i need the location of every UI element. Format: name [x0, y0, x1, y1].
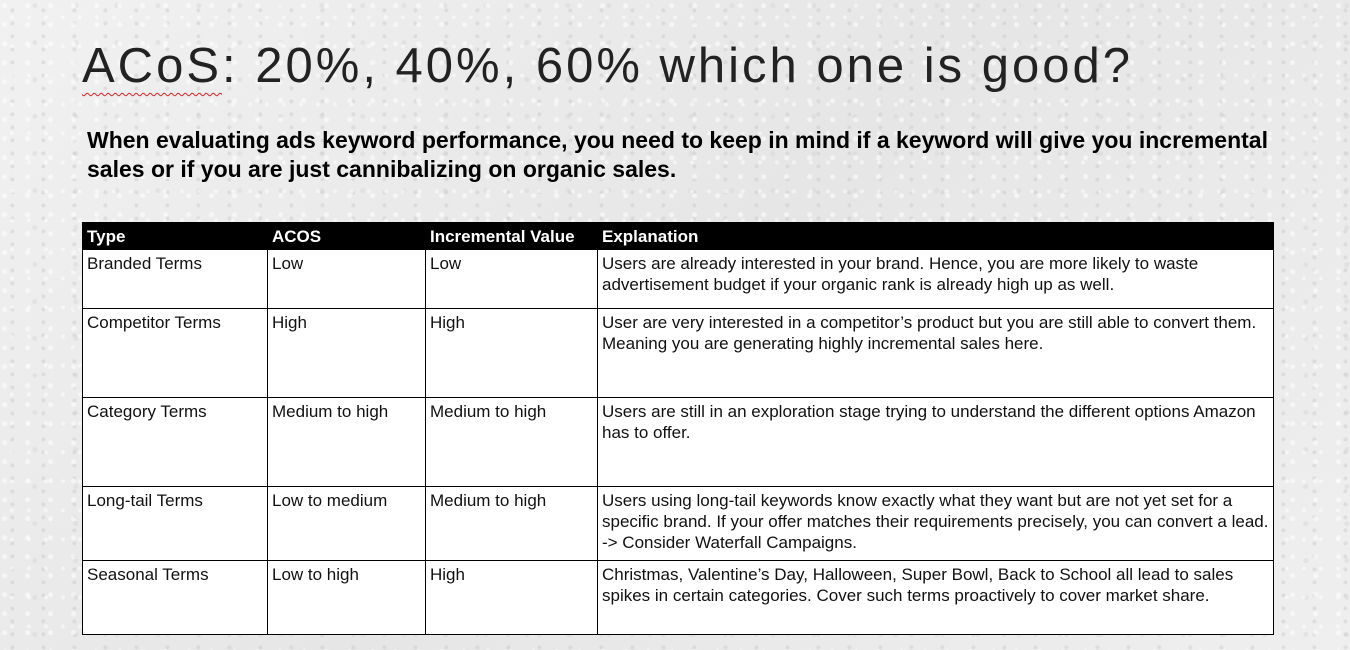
- cell-incremental-value: Medium to high: [426, 487, 598, 561]
- table-header-row: [83, 223, 1274, 250]
- title-question: : 20%, 40%, 60% which one is good?: [222, 39, 1134, 93]
- cell-type: Category Terms: [83, 398, 268, 487]
- table-row: [83, 398, 1274, 487]
- slide-subtitle: When evaluating ads keyword performance, you need to keep in mind if a keyword will give you incremental sales or if you are just cannibalizing on organic sales.: [87, 127, 1268, 182]
- cell-acos: Medium to high: [268, 398, 426, 487]
- table-row: [83, 309, 1274, 398]
- cell-explanation: Users are still in an exploration stage trying to understand the different options Amazon has to offer.: [598, 398, 1274, 487]
- cell-explanation: Users using long-tail keywords know exactly what they want but are not yet set for a specific brand. If your offer matches their requirements precisely, you can convert a lead. -> Consider Waterfall Campaigns.: [598, 487, 1274, 561]
- cell-type: Competitor Terms: [83, 309, 268, 398]
- slide-title: [82, 36, 1133, 96]
- title-term-acos: ACoS: [82, 39, 223, 93]
- cell-type: Branded Terms: [83, 250, 268, 309]
- header-incremental-value: Incremental Value: [426, 223, 598, 250]
- cell-explanation: User are very interested in a competitor’s product but you are still able to convert them. Meaning you are generating highly incremental sales here.: [598, 309, 1274, 398]
- cell-incremental-value: Low: [426, 250, 598, 309]
- cell-acos: Low to medium: [268, 487, 426, 561]
- cell-incremental-value: High: [426, 561, 598, 635]
- cell-acos: Low to high: [268, 561, 426, 635]
- cell-explanation: Christmas, Valentine’s Day, Halloween, Super Bowl, Back to School all lead to sales spikes in certain categories. Cover such terms proactively to cover market share.: [598, 561, 1274, 635]
- keyword-performance-table: [82, 222, 1274, 635]
- header-type: Type: [83, 223, 268, 250]
- header-acos: ACOS: [268, 223, 426, 250]
- cell-incremental-value: High: [426, 309, 598, 398]
- table-row: [83, 250, 1274, 309]
- cell-incremental-value: Medium to high: [426, 398, 598, 487]
- cell-type: Long-tail Terms: [83, 487, 268, 561]
- table-row: [83, 487, 1274, 561]
- cell-explanation: Users are already interested in your brand. Hence, you are more likely to waste advertisement budget if your organic rank is already high up as well.: [598, 250, 1274, 309]
- cell-type: Seasonal Terms: [83, 561, 268, 635]
- table-row: [83, 561, 1274, 635]
- cell-acos: High: [268, 309, 426, 398]
- cell-acos: Low: [268, 250, 426, 309]
- header-explanation: Explanation: [598, 223, 1274, 250]
